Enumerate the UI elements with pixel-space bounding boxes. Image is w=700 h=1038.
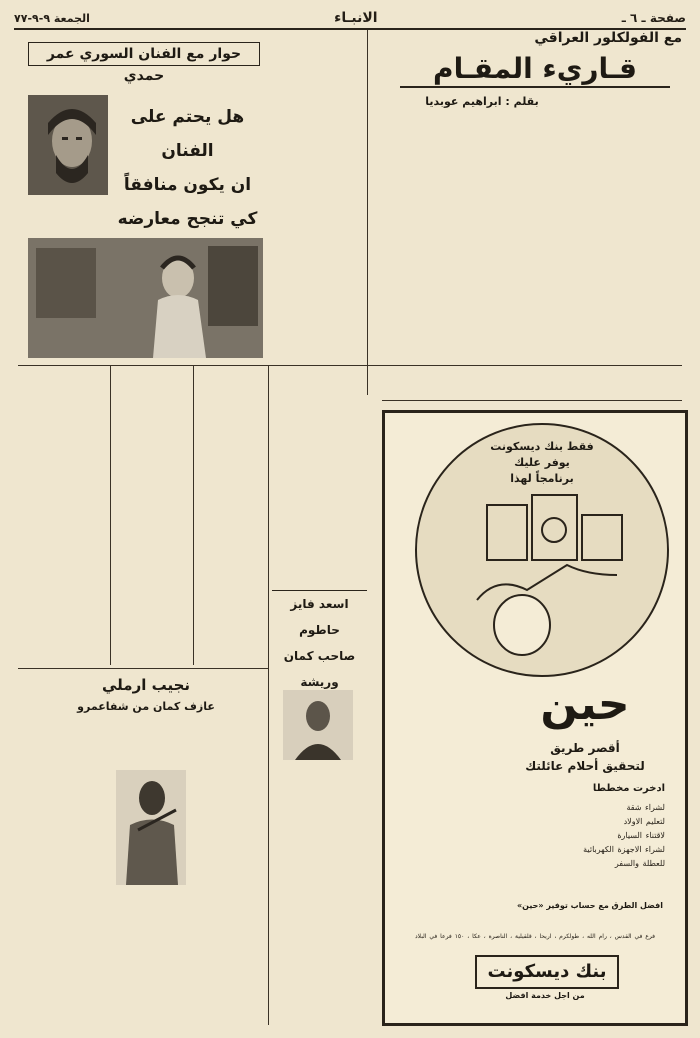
ad-list-item: لاقتناء السيارة bbox=[617, 831, 665, 840]
headline-line: هل يحتم على الفنان bbox=[130, 107, 245, 161]
column-divider bbox=[193, 365, 194, 665]
column-divider bbox=[268, 365, 269, 1025]
ad-prompt: ادخرت مخططا bbox=[592, 783, 665, 794]
article-byline: بقلم : ابراهيم عوبديا bbox=[425, 95, 539, 108]
section-divider bbox=[382, 400, 682, 401]
profile-asaad-name: اسعد فايز حاطوم bbox=[290, 597, 349, 637]
issue-date: الجمعة ٩-٩-٧٧ bbox=[14, 11, 90, 25]
ad-top-line: برنامجاً لهذا bbox=[510, 472, 574, 485]
bank-advertisement bbox=[382, 410, 688, 1026]
ad-list bbox=[535, 801, 665, 881]
section-divider bbox=[18, 668, 268, 669]
najib-text-column bbox=[190, 722, 264, 1020]
ad-branches: فرع في القدس ، رام الله ، طولكرم ، اريحا ، قلقيلية ، الناصرة ، عكا ، ١٥٠ فرعا في البلاد bbox=[414, 933, 656, 940]
ad-tagline bbox=[495, 739, 675, 779]
interview-text-column bbox=[114, 370, 189, 660]
artist-photo bbox=[28, 238, 263, 358]
article-text-column bbox=[372, 30, 424, 362]
ad-brand-word: حين bbox=[540, 679, 630, 730]
profile-asaad-line: صاحب كمان bbox=[283, 649, 356, 663]
headline-line: كي تنجح معارضه bbox=[117, 209, 258, 229]
interview-text-column bbox=[198, 370, 264, 660]
profile-asaad-line: وريشة bbox=[300, 675, 339, 689]
portrait-illustration bbox=[28, 95, 108, 195]
ad-closing-line: افضل الطرق مع حساب توفير «حين» bbox=[516, 901, 664, 910]
article-text-column bbox=[428, 115, 508, 362]
article-text-column bbox=[512, 115, 596, 362]
najib-illustration bbox=[116, 770, 186, 885]
article-kicker: مع الفولكلور العراقي bbox=[534, 30, 682, 46]
column-divider bbox=[367, 30, 368, 395]
ad-bank-slogan: من اجل خدمة افضل bbox=[505, 991, 585, 1000]
page-number: صفحة ـ ٦ ـ bbox=[621, 11, 686, 25]
ad-top-line: يوفر عليك bbox=[514, 456, 570, 469]
article-text-column bbox=[600, 92, 682, 362]
appliances-illustration bbox=[417, 425, 667, 675]
masthead bbox=[14, 8, 686, 30]
najib-photo bbox=[116, 770, 186, 885]
artist-illustration bbox=[28, 238, 263, 358]
interview-headline bbox=[115, 100, 260, 230]
ad-list-item: للعطلة والسفر bbox=[614, 859, 665, 868]
interview-text-column bbox=[272, 370, 362, 580]
ad-list-item: لتعليم الاولاد bbox=[623, 817, 665, 826]
najib-text-column bbox=[30, 722, 112, 1020]
section-divider bbox=[18, 365, 682, 366]
ad-list-item: لشراء الاجهزة الكهربائية bbox=[583, 845, 665, 854]
najib-text-column bbox=[116, 890, 186, 1020]
ad-tagline-line: أقصر طريق bbox=[550, 741, 620, 755]
ad-circle-illustration bbox=[415, 423, 669, 677]
ad-top-line: فقط بنك ديسكونت bbox=[490, 440, 594, 453]
portrait-photo bbox=[28, 95, 108, 195]
interview-text-column bbox=[30, 370, 107, 660]
profile-najib-title: نجيب ارملي bbox=[101, 676, 191, 694]
asaad-photo bbox=[283, 690, 353, 760]
interview-kicker: حوار مع الفنان السوري عمر حمدي bbox=[28, 42, 260, 66]
ad-list-item: لشراء شقة bbox=[626, 803, 665, 812]
column-divider bbox=[110, 365, 111, 665]
asaad-text-column bbox=[272, 770, 364, 1020]
profile-najib-subtitle: عازف كمان من شفاعمرو bbox=[77, 700, 215, 713]
interview-intro-text bbox=[265, 30, 363, 360]
newspaper-name: الانبـاء bbox=[334, 10, 378, 26]
ad-tagline-line: لتحقيق أحلام عائلتك bbox=[525, 759, 645, 773]
article-title: قـاريء المقـام bbox=[400, 52, 670, 88]
headline-line: ان يكون منافقاً bbox=[123, 175, 252, 195]
asaad-illustration bbox=[283, 690, 353, 760]
ad-bank-name: بنك ديسكونت bbox=[475, 955, 619, 989]
profile-asaad-title bbox=[272, 590, 367, 689]
